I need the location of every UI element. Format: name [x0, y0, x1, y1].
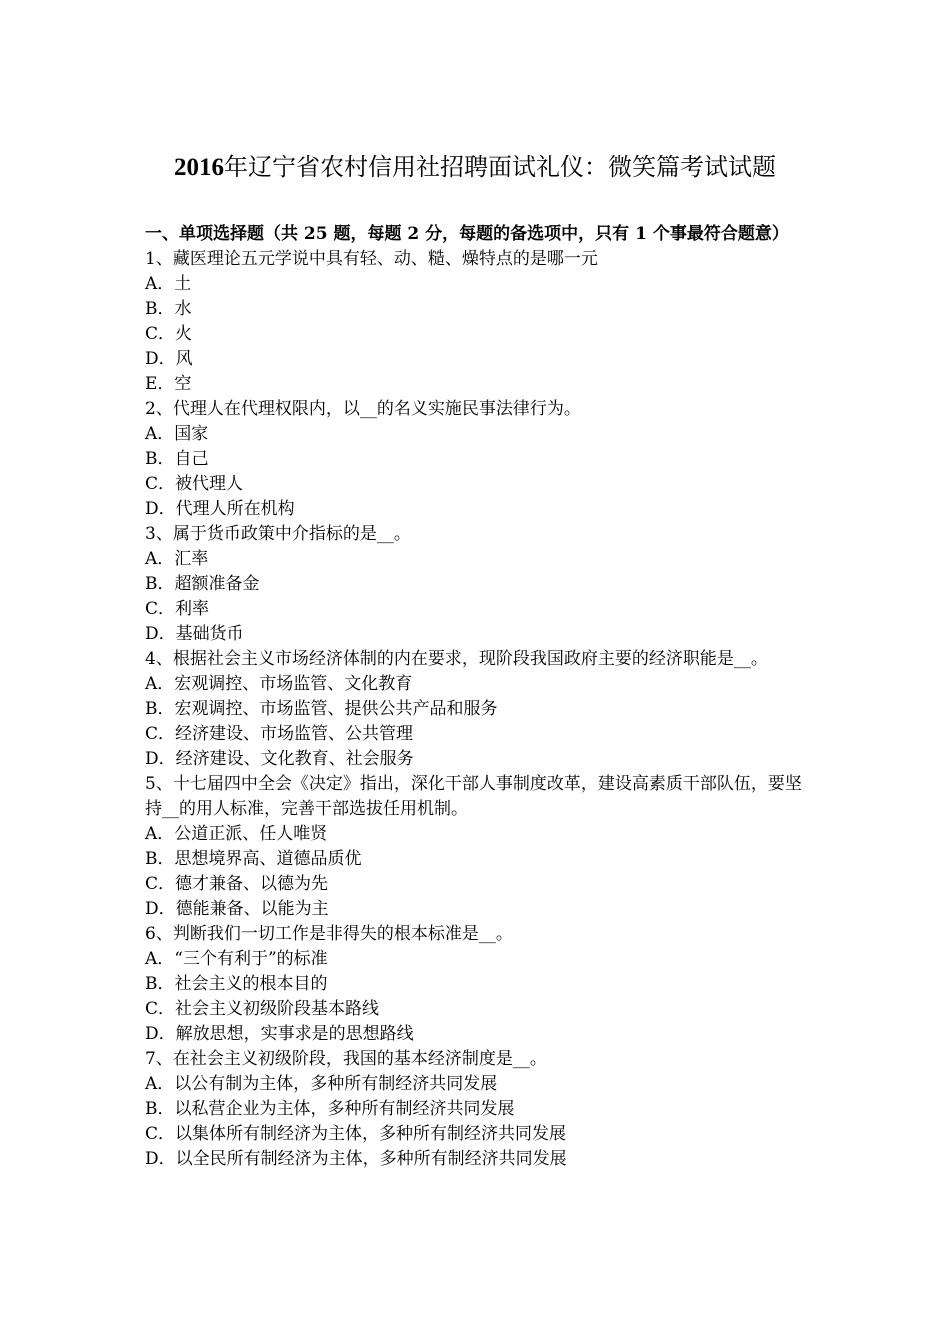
answer-option: B．宏观调控、市场监管、提供公共产品和服务 [145, 699, 498, 719]
question-stem: 1、藏医理论五元学说中具有轻、动、糙、燥特点的是哪一元 [145, 249, 598, 269]
answer-option: A．“三个有利于”的标准 [145, 949, 328, 969]
question-stem: 5、十七届四中全会《决定》指出，深化干部人事制度改革，建设高素质干部队伍，要坚持__的用人标准，完善干部选拔任用机制。 [145, 774, 802, 819]
question-stem: 4、根据社会主义市场经济体制的内在要求，现阶段我国政府主要的经济职能是__。 [145, 649, 768, 669]
answer-option: C．被代理人 [145, 474, 244, 494]
answer-option: A．国家 [145, 424, 209, 444]
answer-option: C．利率 [145, 599, 210, 619]
question-stem: 2、代理人在代理权限内，以__的名义实施民事法律行为。 [145, 399, 581, 419]
title-year: 2016 [174, 154, 224, 181]
title-text: 年辽宁省农村信用社招聘面试礼仪：微笑篇考试试题 [224, 153, 776, 181]
answer-option: D．基础货币 [145, 624, 244, 644]
answer-option: B．以私营企业为主体，多种所有制经济共同发展 [145, 1099, 515, 1119]
answer-option: A．汇率 [145, 549, 209, 569]
answer-option: D．以全民所有制经济为主体，多种所有制经济共同发展 [145, 1149, 567, 1169]
answer-option: D．代理人所在机构 [145, 499, 295, 519]
question-stem: 7、在社会主义初级阶段，我国的基本经济制度是__。 [145, 1049, 547, 1069]
page-title [0, 150, 950, 185]
answer-option: D．风 [145, 349, 193, 369]
answer-option: C．火 [145, 324, 193, 344]
answer-option: C．社会主义初级阶段基本路线 [145, 999, 380, 1019]
answer-option: C．经济建设、市场监管、公共管理 [145, 724, 414, 744]
answer-option: A．公道正派、任人唯贤 [145, 824, 328, 844]
answer-option: E．空 [145, 374, 192, 394]
answer-option: B．水 [145, 299, 192, 319]
section-heading: 一、单项选择题（共 25 题，每题 2 分，每题的备选项中，只有 1 个事最符合题意） [145, 224, 789, 244]
answer-option: B．思想境界高、道德品质优 [145, 849, 362, 869]
question-list [145, 222, 810, 1172]
answer-option: A．土 [145, 274, 192, 294]
answer-option: B．超额准备金 [145, 574, 260, 594]
answer-option: D．德能兼备、以能为主 [145, 899, 329, 919]
question-stem: 6、判断我们一切工作是非得失的根本标准是__。 [145, 924, 513, 944]
answer-option: B．自己 [145, 449, 209, 469]
answer-option: D．经济建设、文化教育、社会服务 [145, 749, 414, 769]
answer-option: B．社会主义的根本目的 [145, 974, 328, 994]
answer-option: C．德才兼备、以德为先 [145, 874, 329, 894]
answer-option: A．以公有制为主体，多种所有制经济共同发展 [145, 1074, 498, 1094]
answer-option: D．解放思想，实事求是的思想路线 [145, 1024, 414, 1044]
question-stem: 3、属于货币政策中介指标的是__。 [145, 524, 411, 544]
answer-option: C．以集体所有制经济为主体，多种所有制经济共同发展 [145, 1124, 567, 1144]
answer-option: A．宏观调控、市场监管、文化教育 [145, 674, 413, 694]
